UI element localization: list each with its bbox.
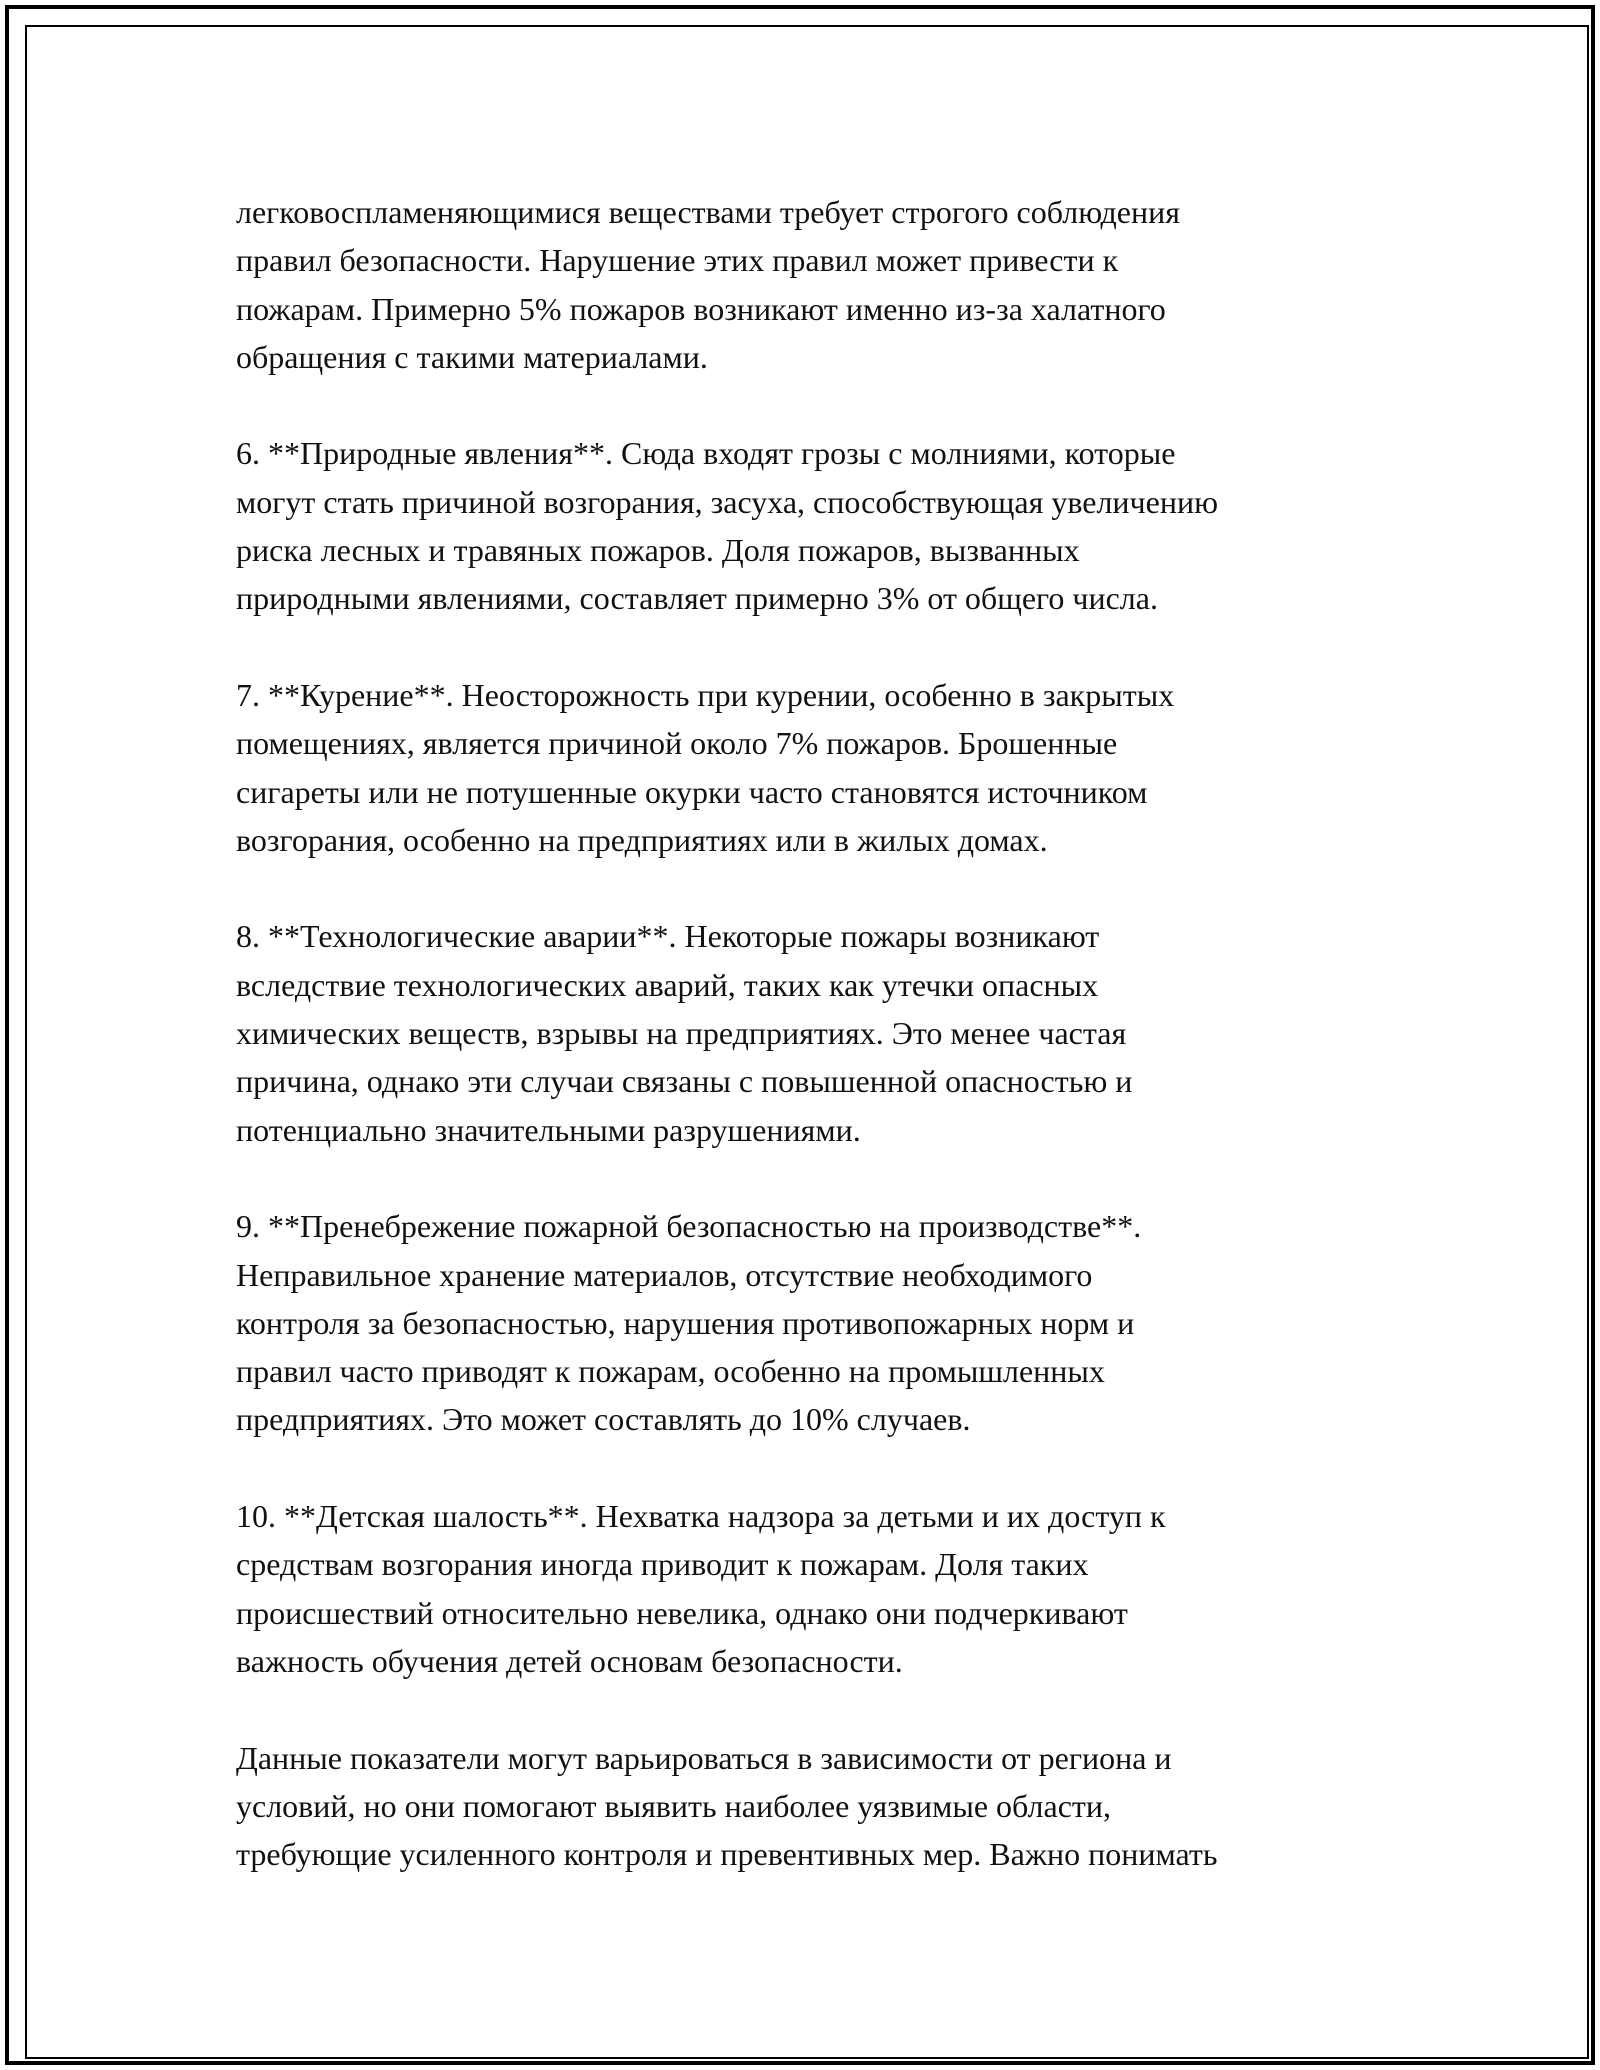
text-line: 7. **Курение**. Неосторожность при курении, особенно в закрытых [236, 676, 1175, 713]
text-line: пожарам. Примерно 5% пожаров возникают именно из-за халатного [236, 290, 1166, 327]
text-line: условий, но они помогают выявить наиболее уязвимые области, [236, 1787, 1112, 1824]
text-line: обращения с такими материалами. [236, 338, 708, 375]
paragraph-smoking [236, 671, 1406, 864]
text-line: помещениях, является причиной около 7% пожаров. Брошенные [236, 725, 1118, 762]
text-line: химических веществ, взрывы на предприятиях. Это менее частая [236, 1015, 1127, 1052]
text-line: предприятиях. Это может составлять до 10% случаев. [236, 1401, 971, 1438]
paragraph-natural-phenomena [236, 429, 1406, 622]
paragraph-technological-accidents [236, 912, 1406, 1153]
text-line: 10. **Детская шалость**. Нехватка надзора за детьми и их доступ к [236, 1498, 1166, 1535]
text-line: средствам возгорания иногда приводит к пожарам. Доля таких [236, 1546, 1089, 1583]
paragraph-flammable-substances [236, 188, 1406, 381]
paragraph-conclusion [236, 1734, 1406, 1879]
text-line: могут стать причиной возгорания, засуха, способствующая увеличению [236, 483, 1218, 520]
text-line: 6. **Природные явления**. Сюда входят грозы с молниями, которые [236, 435, 1176, 472]
document-body [236, 188, 1406, 1878]
text-line: правил часто приводят к пожарам, особенно на промышленных [236, 1353, 1105, 1390]
text-line: Данные показатели могут варьироваться в зависимости от региона и [236, 1739, 1172, 1776]
text-line: вследствие технологических аварий, таких как утечки опасных [236, 966, 1099, 1003]
text-line: важность обучения детей основам безопасности. [236, 1642, 903, 1679]
text-line: потенциально значительными разрушениями. [236, 1111, 861, 1148]
paragraph-industrial-negligence [236, 1202, 1406, 1443]
text-line: сигареты или не потушенные окурки часто становятся источником [236, 773, 1148, 810]
text-line: 9. **Пренебрежение пожарной безопасностью на производстве**. [236, 1208, 1142, 1245]
text-line: происшествий относительно невелика, однако они подчеркивают [236, 1594, 1128, 1631]
text-line: контроля за безопасностью, нарушения противопожарных норм и [236, 1304, 1135, 1341]
text-line: легковоспламеняющимися веществами требует строгого соблюдения [236, 194, 1180, 230]
text-line: риска лесных и травяных пожаров. Доля пожаров, вызванных [236, 532, 1080, 569]
text-line: возгорания, особенно на предприятиях или в жилых домах. [236, 821, 1048, 858]
text-line: причина, однако эти случаи связаны с повышенной опасностью и [236, 1063, 1133, 1100]
text-line: природными явлениями, составляет примерно 3% от общего числа. [236, 580, 1158, 617]
text-line: 8. **Технологические аварии**. Некоторые пожары возникают [236, 918, 1100, 955]
text-line: требующие усиленного контроля и превентивных мер. Важно понимать [236, 1836, 1218, 1873]
text-line: правил безопасности. Нарушение этих правил может привести к [236, 242, 1119, 279]
text-line: Неправильное хранение материалов, отсутствие необходимого [236, 1256, 1093, 1293]
paragraph-child-mischief [236, 1492, 1406, 1685]
